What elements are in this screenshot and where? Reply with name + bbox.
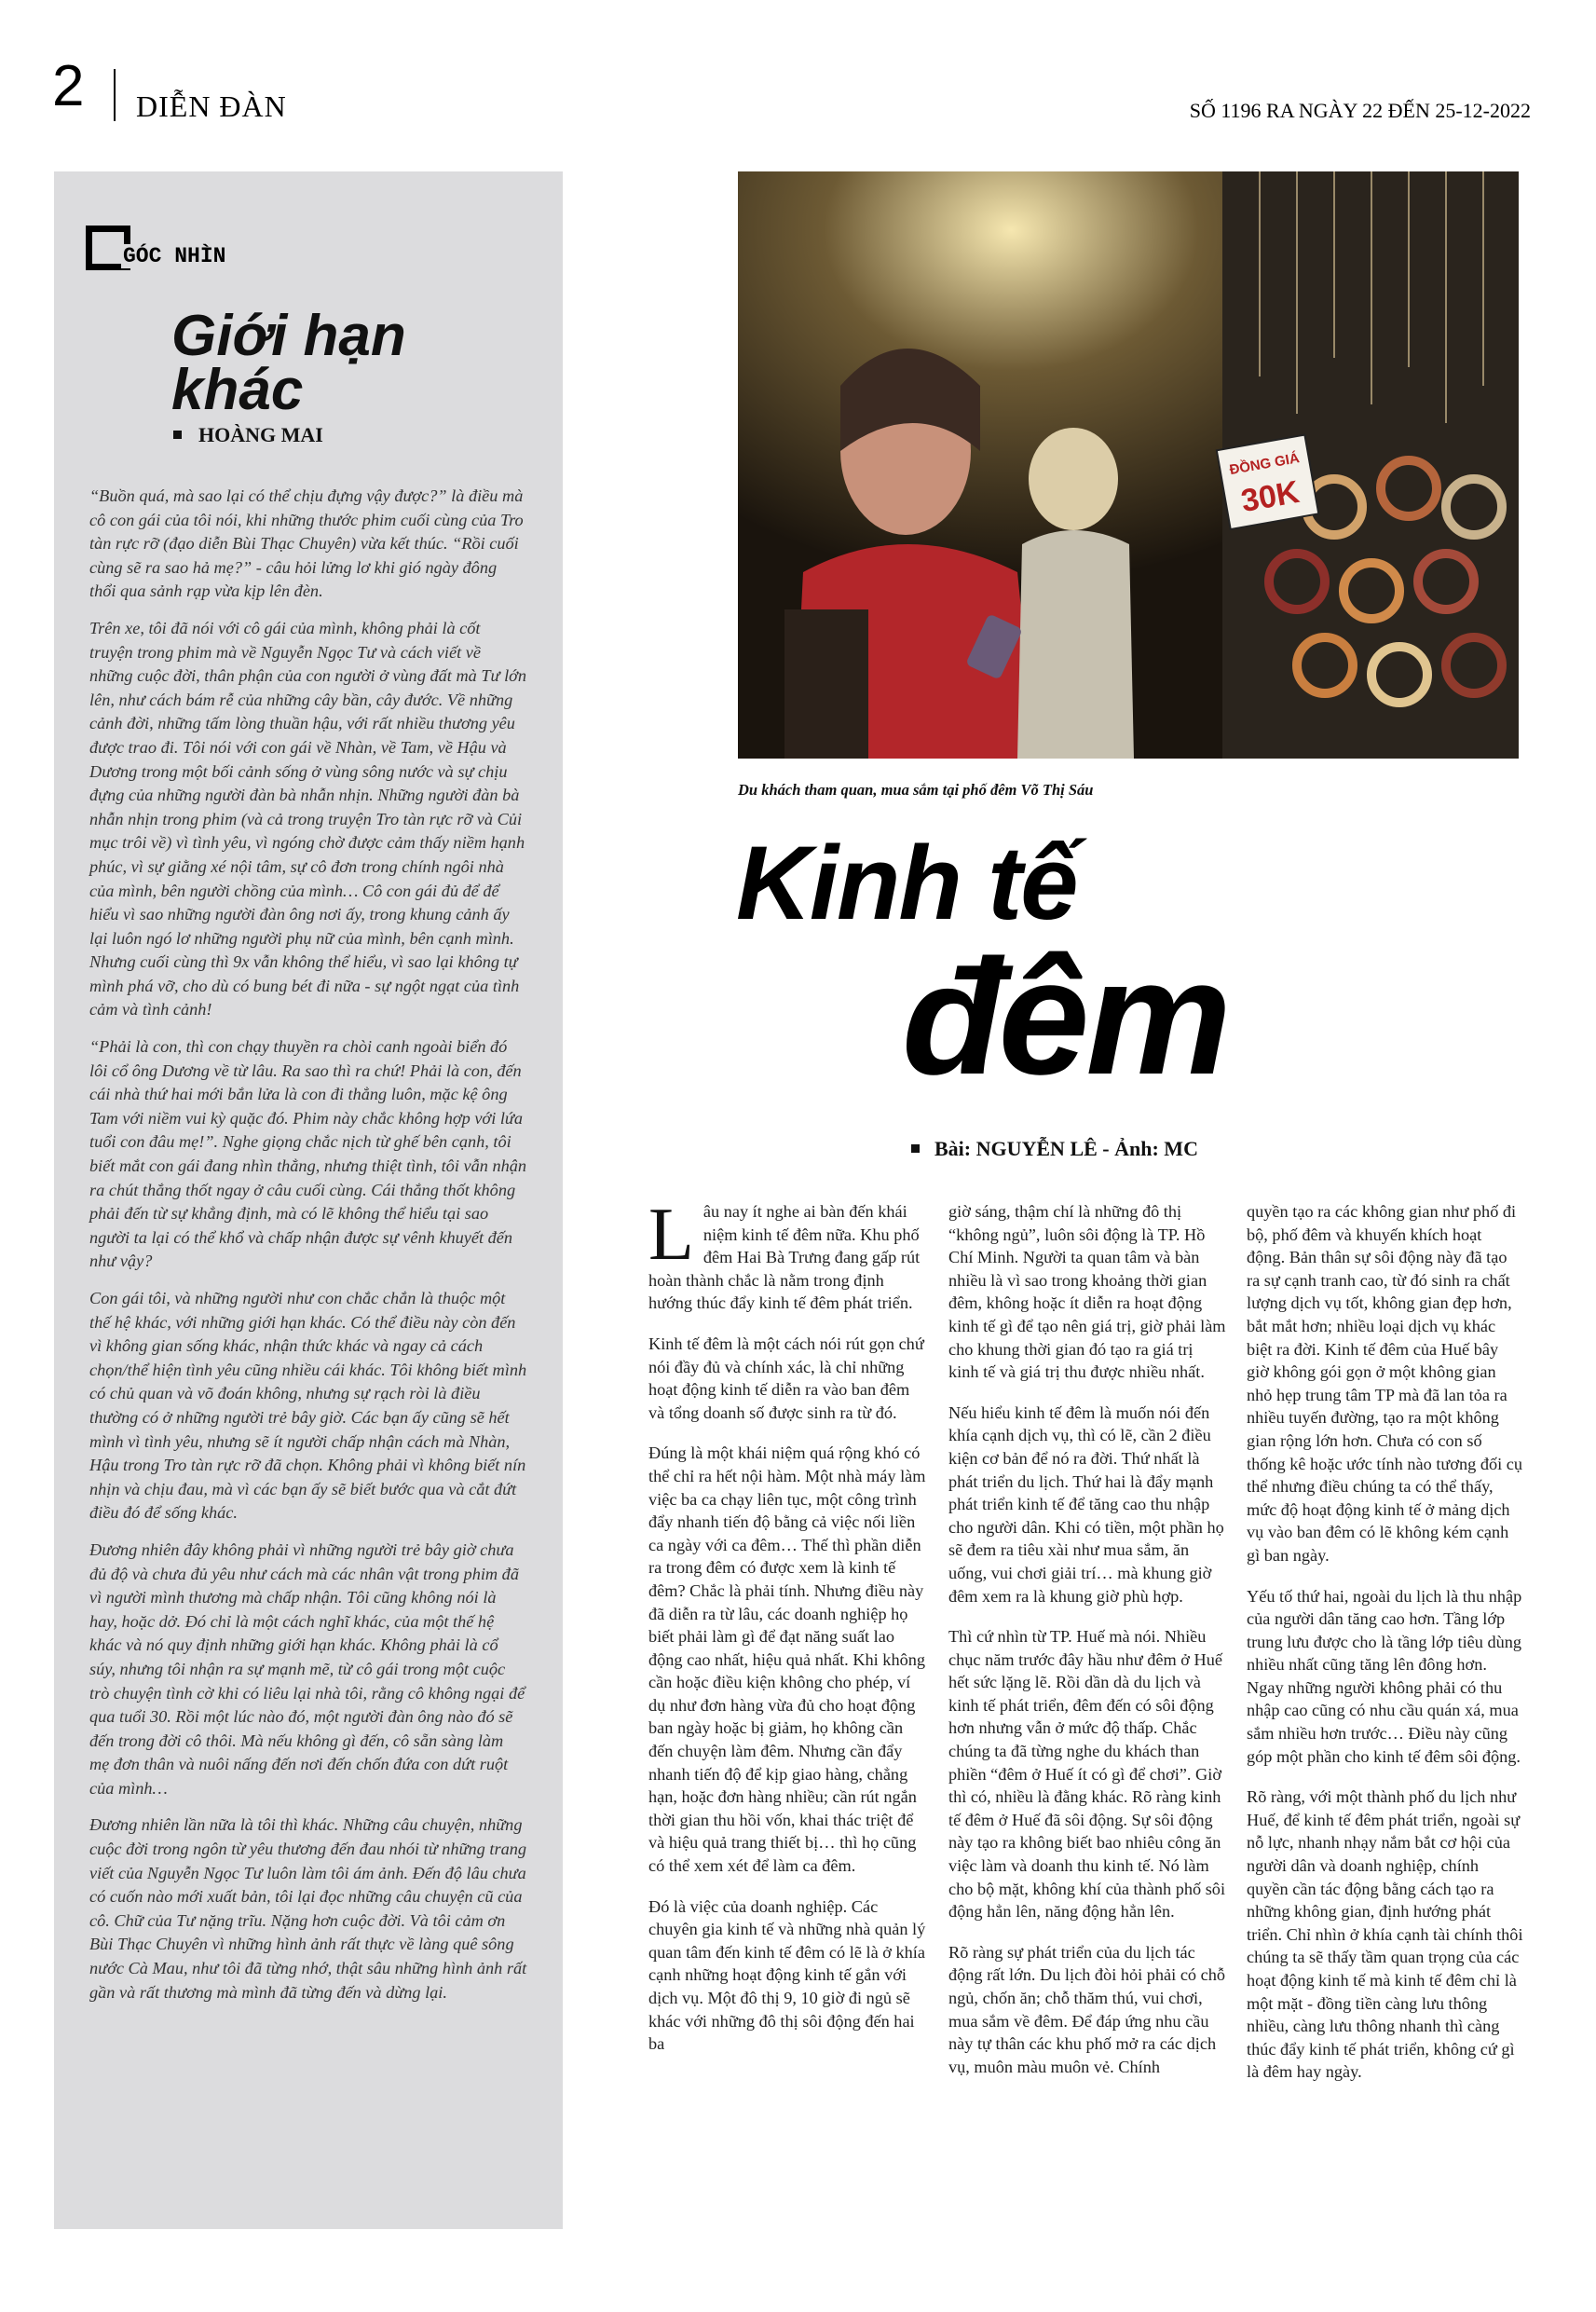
article-paragraph: Kinh tế đêm là một cách nói rút gọn chứ nói đầy đủ và chính xác, là chỉ những hoạt động kinh tế diễn ra vào ban đêm và tổng doanh số được sinh ra từ đó.	[648, 1334, 924, 1422]
drop-cap: L	[648, 1194, 694, 1276]
sidebar-column	[54, 171, 563, 2229]
header-divider	[114, 69, 116, 121]
article-column-1	[648, 1194, 926, 2073]
sidebar-paragraph: Đương nhiên đây không phải vì những người trẻ bây giờ chưa đủ độ và chưa đủ yêu như cách mà các nhân vật trong phim đã vì người mình thương mà chấp nhận. Tôi cũng không nói là hay, hoặc dở. Đó chỉ là một cách nghĩ khác, của một thế hệ khác và nó quy định những giới hạn khác. Không phải là cổ súy, nhưng tôi nhận ra sự mạnh mẽ, từ cô gái trong một cuộc trò chuyện tình cờ khi có liêu lại nhà tôi, rằng cô không ngại để qua tuổi 30. Rồi một lúc nào đó, một người đàn ông nào đó sẽ đến trong đời cô thôi. Mà nếu không gì đến, cô sẵn sàng làm mẹ đơn thân và nuôi nấng đến nơi đến chốn đứa con dứt ruột của mình…	[89, 1539, 525, 1798]
article-title-line2: đêm	[902, 926, 1228, 1109]
section-name: DIỄN ĐÀN	[136, 89, 287, 123]
page-number: 2	[52, 54, 85, 118]
article-paragraph: Rõ ràng, với một thành phố du lịch như Huế, để kinh tế đêm phát triển, ngoài sự nỗ lực, nhanh nhạy nắm bắt cơ hội của người dân và doanh nghiệp, chính quyền cần tác động bằng cách tạo ra những không gian, định hướng phát triển. Chỉ nhìn ở khía cạnh tài chính thôi chúng ta sẽ thấy tầm quan trọng của các hoạt động kinh tế mà kinh tế đêm chỉ là một mặt - đồng tiền càng lưu thông nhiều, càng lưu thông nhanh thì càng thúc đẩy kinh tế phát triển, không cứ gì là đêm hay ngày.	[1247, 1787, 1523, 2082]
price-sign-line1: ĐỒNG GIÁ	[1228, 450, 1301, 479]
sidebar-paragraph: Trên xe, tôi đã nói với cô gái của mình, không phải là cốt truyện trong phim mà về Nguyễn Ngọc Tư và cách viết về những cuộc đời, thân phận của con người ở vùng đất mà Tư lớn lên, như cách bám rễ của những cây bần, cây đước. Về những cảnh đời, những tấm lòng thuần hậu, với rất nhiều thương yêu được trao đi. Tôi nói với con gái về Nhàn, về Tam, về Hậu và Dương trong một bối cảnh sống ở vùng sông nước và sự chịu đựng của những người đàn bà nhẫn nhịn. Những người đàn bà nhẫn nhịn trong phim (và cả trong truyện Tro tàn rực rỡ và Củi mục trôi về) vì tình yêu, vì ngóng chờ được cảm thấy niềm hạnh phúc, vì sự giằng xé nội tâm, sự cô đơn trong chính ngôi nhà của mình, bên người chồng của mình… Cô con gái đủ để để hiểu vì sao những người đàn ông nơi ấy, trong khung cảnh ấy lại luôn ngó lơ những người phụ nữ của mình, bên cạnh mình. Nhưng cuối cùng thì 9x vẫn không thể hiểu, vì sao lại không tự mình phá vỡ, cho dù có bung bét đi nữa - sự ngột ngạt của tình cảm và tình cảnh!	[89, 618, 527, 1019]
column-label: GÓC NHÌN	[121, 244, 229, 268]
article-column-2	[948, 1200, 1226, 2096]
article-paragraph: quyền tạo ra các không gian như phố đi bộ, phố đêm và khuyến khích hoạt động. Bản thân sự sôi động này đã tạo ra sự cạnh tranh cao, từ đó sinh ra chất lượng dịch vụ tốt, không gian đẹp hơn, bắt mắt hơn; nhiều loại dịch vụ khác biệt ra đời. Kinh tế đêm của Huế bây giờ không gói gọn ở một không gian nhỏ hẹp trung tâm TP mà đã lan tỏa ra nhiều tuyến đường, tạo ra một không gian rộng lớn hơn. Chưa có con số thống kê hoặc ước tính nào tương đối cụ thể nhưng điều chúng ta có thể thấy, mức độ hoạt động kinh tế ở mảng dịch vụ vào ban đêm có lẽ không kém cạnh gì ban ngày.	[1247, 1202, 1523, 1565]
article-paragraph: Rõ ràng sự phát triển của du lịch tác động rất lớn. Du lịch đòi hỏi phải có chỗ ngủ, chốn ăn; chỗ thăm thú, vui chơi, mua sắm về đêm. Để đáp ứng nhu cầu này tự thân các khu phố mở ra các dịch vụ, muôn màu muôn vẻ. Chính	[948, 1942, 1226, 2076]
photo-caption: Du khách tham quan, mua sắm tại phố đêm Võ Thị Sáu	[738, 781, 1094, 799]
article-paragraph: Đó là việc của doanh nghiệp. Các chuyên gia kinh tế và những nhà quản lý quan tâm đến kinh tế đêm có lẽ là ở khía cạnh những hoạt động kinh tế gắn với dịch vụ. Một đô thị 9, 10 giờ đi ngủ sẽ khác với những đô thị sôi động đến hai ba	[648, 1896, 926, 2054]
article-paragraph: giờ sáng, thậm chí là những đô thị “không ngủ”, luôn sôi động là TP. Hồ Chí Minh. Người ta quan tâm và bàn nhiều là vì sao trong khoảng thời gian đêm, không hoặc ít diễn ra hoạt động kinh tế gì để tạo nên giá trị, giờ phải làm cho khung thời gian đó tạo ra giá trị kinh tế và giá trị thu được nhiều nhất.	[948, 1202, 1226, 1382]
photo-illustration	[738, 171, 1519, 759]
price-sign	[1217, 435, 1318, 529]
article-column-3	[1247, 1200, 1524, 2101]
night-market-photo	[738, 171, 1519, 759]
sidebar-title: Giới hạn khác	[171, 304, 406, 422]
article-paragraph: Nếu hiểu kinh tế đêm là muốn nói đến khía cạnh dịch vụ, thì có lẽ, cần 2 điều kiện cơ bản để nó ra đời. Thứ nhất là phát triển du lịch. Thứ hai là đẩy mạnh phát triển kinh tế để tăng cao thu nhập cho người dân. Khi có tiền, một phần họ sẽ đem ra tiêu xài như mua sắm, ăn uống, vui chơi giải trí… mà khung giờ đêm xem ra là khung giờ phù hợp.	[948, 1402, 1224, 1606]
sidebar-paragraph: “Buồn quá, mà sao lại có thể chịu đựng vậy được?” là điều mà cô con gái của tôi nói, khi những thước phim cuối cùng của Tro tàn rực rỡ (đạo diễn Bùi Thạc Chuyên) vừa kết thúc. “Rồi cuối cùng sẽ ra sao hả mẹ?” - câu hỏi lửng lơ khi gió ngày đông thổi qua sảnh rạp vừa kịp lên đèn.	[89, 486, 524, 601]
sidebar-paragraph: “Phải là con, thì con chạy thuyền ra chòi canh ngoài biển đó lôi cổ ông Dương về từ lâu. Ra sao thì ra chứ! Phải là con, đến cái nhà thứ hai mới bắn lửa là con đi thẳng luôn, mặc kệ ông Tam với niềm vui kỳ quặc đó. Phim này chắc không hợp với lứa tuổi con đâu mẹ!”. Nghe giọng chắc nịch từ ghế bên cạnh, tôi biết mắt con gái đang nhìn thẳng, nhưng thiệt tình, tôi vẫn nhận ra chút thắng thốt ngay ở câu cuối cùng. Cái thắng thốt không phải đến từ sự khẳng định, mà có lẽ không thể hiểu tại sao người ta lại có thể khổ và chấp nhận được sự vênh khuyết đến như vậy?	[89, 1037, 527, 1271]
article-title-line1: Kinh tế	[736, 825, 1077, 941]
lead-text: âu nay ít nghe ai bàn đến khái niệm kinh tế đêm nữa. Khu phố đêm Hai Bà Trưng đang gấp rút hoàn thành chắc là nằm trong định hướng thúc đẩy kinh tế đêm phát triển.	[648, 1202, 921, 1313]
article-byline: Bài: NGUYỄN LÊ - Ảnh: MC	[911, 1137, 1198, 1161]
article-lead-paragraph	[648, 1194, 926, 1315]
sidebar-paragraph: Con gái tôi, và những người như con chắc chắn là thuộc một thế hệ khác, với những giới hạn khác. Có thể điều này còn đến vì không gian sống khác, nhận thức khác và ngay cả cách chọn/thể hiện tình yêu cũng nhiều cái khác. Tôi không biết mình có chủ quan và võ đoán không, nhưng sự rạch ròi là điều thường có ở những người trẻ bây giờ. Các bạn ấy cũng sẽ hết mình vì tình yêu, nhưng sẽ ít người chấp nhận cách mà Nhàn, Hậu trong Tro tàn rực rỡ đã chọn. Không phải vì không biết nín nhịn và chịu đau, mà vì các bạn ấy sẽ biết bước qua và cắt đứt điều đó để sống khác.	[89, 1289, 527, 1523]
issue-info: SỐ 1196 RA NGÀY 22 ĐẾN 25-12-2022	[1189, 99, 1531, 122]
sidebar-author: HOÀNG MAI	[173, 423, 323, 447]
sidebar-paragraph: Đương nhiên lần nữa là tôi thì khác. Những câu chuyện, những cuộc đời trong ngôn từ yêu thương đến đau nhói từ những trang viết của Nguyễn Ngọc Tư luôn làm tôi ám ảnh. Đến độ lâu chưa có cuốn nào mới xuất bản, tôi lại đọc những câu chuyện cũ của cô. Chữ của Tư nặng trĩu. Nặng hơn cuộc đời. Và tôi cảm ơn Bùi Thạc Chuyên vì những hình ảnh rất thực về làng quê sông nước Cà Mau, như tôi đã từng nhớ, thật sâu những hình ảnh rất gần và rất thương mà mình đã từng đến và dừng lại.	[89, 1815, 527, 2002]
article-paragraph: Yếu tố thứ hai, ngoài du lịch là thu nhập của người dân tăng cao hơn. Tầng lớp trung lưu được cho là tầng lớp tiêu dùng nhiều nhất cũng tăng lên đông hơn. Ngay những người không phải có thu nhập cao cũng có nhu cầu quán xá, mua sắm nhiều hơn trước… Điều này cũng góp một phần cho kinh tế đêm sôi động.	[1247, 1586, 1522, 1766]
article-paragraph: Thì cứ nhìn từ TP. Huế mà nói. Nhiều chục năm trước đây hầu như đêm ở Huế hết sức lặng lẽ. Rồi dần dà du lịch và kinh tế phát triển, đêm đến có sôi động hơn nhưng vẫn ở mức độ thấp. Chắc chúng ta đã từng nghe du khách than phiền “đêm ở Huế ít có gì để chơi”. Giờ thì có, nhiều là đằng khác. Rõ ràng kinh tế đêm ở Huế đã sôi động. Sự sôi động này tạo ra không biết bao nhiêu công ăn việc làm và doanh thu kinh tế. Nó làm cho bộ mặt, không khí của thành phố sôi động hẳn lên, năng động hẳn lên.	[948, 1627, 1226, 1922]
sidebar-body	[89, 485, 527, 2018]
price-sign-line2: 30K	[1238, 473, 1303, 520]
article-paragraph: Đúng là một khái niệm quá rộng khó có thể chỉ ra hết nội hàm. Một nhà máy làm việc ba ca chạy liên tục, một công trình đẩy nhanh tiến độ bằng cả việc nối liền ca ngày với ca đêm… Thế thì phần diễn ra trong đêm có được xem là kinh tế đêm? Chắc là phải tính. Nhưng điều này đã diễn ra từ lâu, các doanh nghiệp họ biết phải làm gì để đạt năng suất lao động cao nhất, hiệu quả nhất. Khi không cần hoặc điều kiện không cho phép, ví dụ như đơn hàng vừa đủ cho hoạt động ban ngày hoặc bị giảm, họ không cần đến chuyện làm đêm. Nhưng cần đẩy nhanh tiến độ để kịp giao hàng, chẳng hạn, hoặc đơn hàng nhiều; cần rút ngắn thời gian thu hồi vốn, khai thác triệt để và hiệu quả trang thiết bị… thì họ cũng có thể xem xét để làm ca đêm.	[648, 1443, 926, 1876]
